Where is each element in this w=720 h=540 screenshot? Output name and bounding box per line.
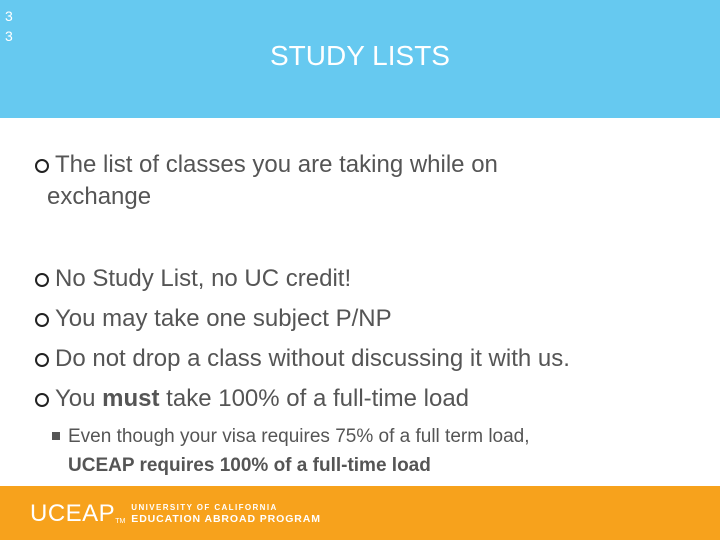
sub-bullet-text: Even though your visa requires 75% of a full term load,	[68, 426, 530, 447]
ring-bullet-icon	[35, 273, 49, 287]
ring-bullet-icon	[35, 159, 49, 173]
bullet-text: Do not drop a class without discussing it with us.	[55, 345, 570, 372]
bullet-text-after: take 100% of a full-time load	[159, 385, 470, 412]
ring-bullet-icon	[35, 393, 49, 407]
logo-text	[131, 503, 321, 525]
logo-mark: UCEAP	[30, 500, 116, 527]
slide-title-text: STUDY LISTS	[270, 40, 450, 71]
bullet-text-continued: exchange	[47, 183, 152, 210]
bullet-text-emphasis: must	[102, 385, 160, 412]
slide-number-line1: 3	[5, 8, 13, 24]
slide-number-line2: 3	[5, 28, 13, 44]
bullet-text: You may take one subject P/NP	[55, 305, 392, 332]
square-bullet-icon	[52, 432, 60, 440]
bullet-text-before: You	[55, 385, 103, 412]
logo-line-program: EDUCATION ABROAD PROGRAM	[131, 513, 321, 525]
bullet-item	[35, 147, 685, 215]
bullet-text: No Study List, no UC credit!	[55, 265, 352, 292]
ring-bullet-icon	[35, 313, 49, 327]
bullet-text: The list of classes you are taking while on	[55, 151, 498, 178]
slide-footer	[0, 486, 720, 540]
sub-bullet-text-continued: UCEAP requires 100% of a full-time load	[68, 455, 431, 476]
bullet-item	[35, 341, 685, 377]
logo-trademark: TM	[115, 518, 126, 525]
bullet-item	[35, 381, 685, 417]
bullet-item	[35, 261, 685, 297]
sub-bullet-item	[52, 422, 672, 480]
uceap-logo	[30, 500, 321, 528]
logo-line-university: UNIVERSITY OF CALIFORNIA	[131, 503, 278, 512]
bullet-item	[35, 301, 685, 337]
ring-bullet-icon	[35, 353, 49, 367]
